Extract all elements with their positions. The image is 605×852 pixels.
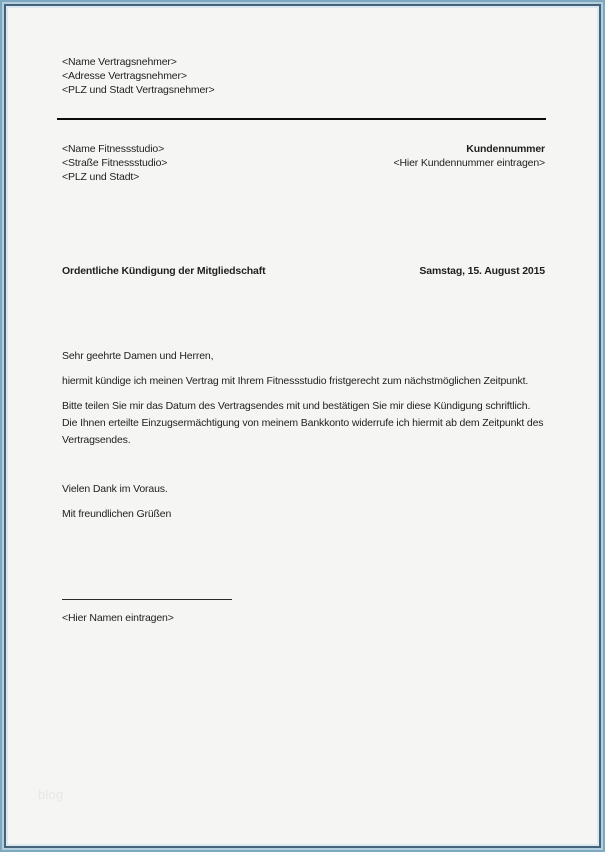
salutation: Sehr geehrte Damen und Herren, [62,350,214,362]
body-paragraph-2-line-3: Vertragsendes. [62,434,131,446]
address-divider-rule [57,118,546,120]
recipient-name-line: <Name Fitnessstudio> [62,143,165,155]
closing-line: Mit freundlichen Grüßen [62,508,172,520]
recipient-address-block [62,142,167,184]
subject-title: Ordentliche Kündigung der Mitgliedschaft [62,265,266,277]
thanks-line: Vielen Dank im Voraus. [62,483,168,495]
body-paragraph-2 [62,398,545,449]
letter-page [8,8,597,844]
sender-street-line: <Adresse Vertragsnehmer> [62,70,187,82]
body-paragraph-2-line-2: Die Ihnen erteilte Einzugsermächtigung von meinem Bankkonto widerrufe ich hiermit ab dem Zeitpunkt des [62,417,544,429]
watermark-text: blog [38,787,64,802]
page-frame-light [6,6,599,846]
page-frame-dark [4,4,601,848]
letter-date: Samstag, 15. August 2015 [419,265,545,277]
customer-number-block [394,142,546,170]
signature-line [62,599,232,600]
sender-city-line: <PLZ und Stadt Vertragsnehmer> [62,84,215,96]
signature-name-placeholder: <Hier Namen eintragen> [62,612,174,624]
recipient-row [62,142,545,184]
recipient-city-line: <PLZ und Stadt> [62,171,140,183]
body-paragraph-1: hiermit kündige ich meinen Vertrag mit Ihrem Fitnessstudio fristgerecht zum nächstmöglichen Zeitpunkt. [62,375,529,387]
sender-name-line: <Name Vertragsnehmer> [62,56,177,68]
customer-number-label: Kundennummer [466,143,545,155]
customer-number-placeholder: <Hier Kundennummer eintragen> [393,157,545,169]
sender-address-block [62,55,545,97]
recipient-street-line: <Straße Fitnessstudio> [62,157,168,169]
subject-row [62,264,545,278]
page-frame-mid [2,2,603,850]
body-paragraph-2-line-1: Bitte teilen Sie mir das Datum des Vertragsendes mit und bestätigen Sie mir diese Kündigung schriftlich. [62,400,531,412]
